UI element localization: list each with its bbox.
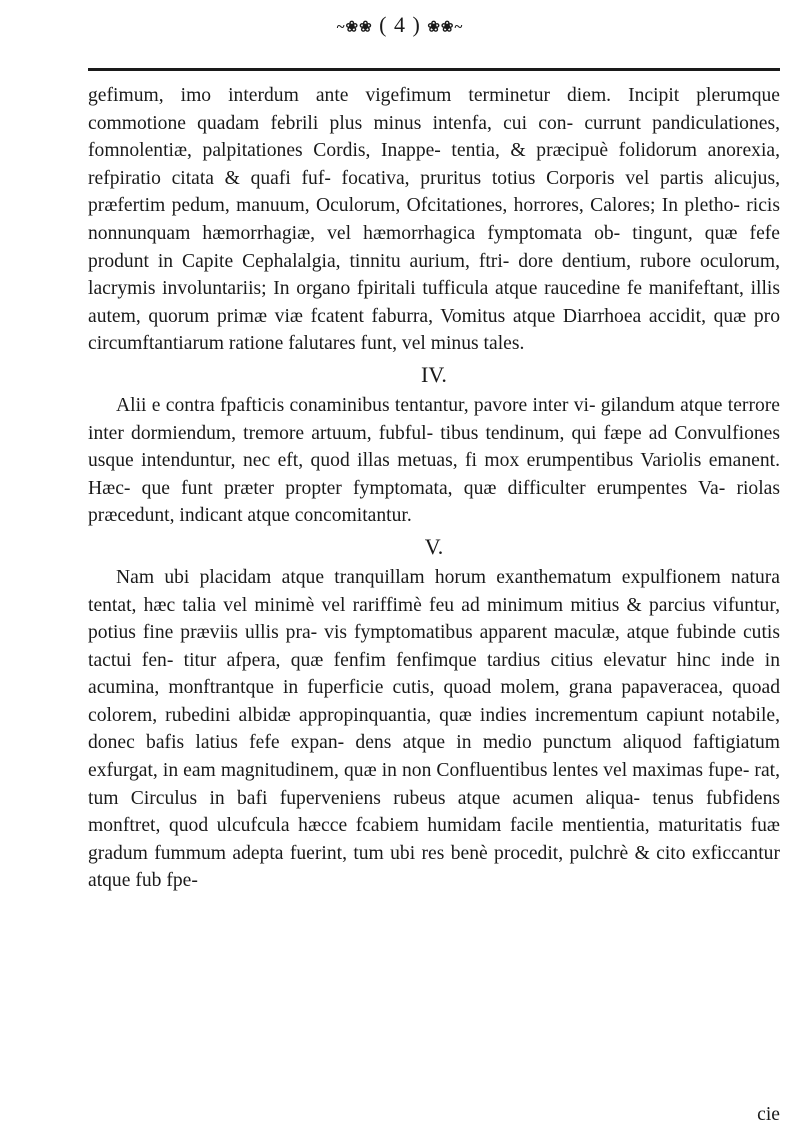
paragraph-1: gefimum, imo interdum ante vigefimum terminetur diem. Incipit plerumque commotione quadam febrili plus minus intenfa, cui con- currunt pandiculationes, fomnolentiæ, palpitationes Cordis, Inappe- tentia, & præcipuè folidorum anorexia, refpiratio citata & quafi fuf- focativa, pruritus totius Corporis vel partis alicujus, præfertim pedum, manuum, Oculorum, Ofcitationes, horrores, Calores; In pletho- ricis nonnunquam hæmorrhagiæ, vel hæmorrhagica fymptomata ob- tingunt, quæ fefe produnt in Capite Cephalalgia, tinnitu aurium, ftri- dore dentium, rubore oculorum, lacrymis involuntariis; In organo fpiritali tufficula atque raucedine fe manifeftant, illis autem, quorum primæ viæ fcatent faburra, Vomitus atque Diarrhoea accidit, quæ pro circumftantiarum ratione falutares funt, vel minus tales. [88, 85, 780, 355]
body-text [88, 82, 780, 895]
section-number-v: V. [424, 533, 444, 559]
section-number-iv: IV. [421, 361, 447, 387]
left-ornament: ~❀❀ [336, 19, 373, 36]
page-number: ( 4 ) [379, 12, 421, 37]
right-ornament: ❀❀~ [427, 19, 464, 36]
header-rule [88, 68, 780, 71]
paragraph-3: Nam ubi placidam atque tranquillam horum exanthematum expulfionem natura tentat, hæc talia vel minimè vel rariffimè feu ad minimum mitius & parcius vifuntur, potius fine præviis ullis pra- vis fymptomatibus apparent maculæ, atque fubinde cutis tactui fen- titur afpera, quæ fenfim fenfimque tardius citius elevatur hinc inde in acumina, monftrantque in fuperficie cutis, quoad molem, grana papaveracea, quoad colorem, rubedini albidæ appropinquantia, quæ indies incrementum capiunt notabile, donec bafis latius fefe expan- dens atque in medio punctum aliquod faftigiatum exfurgat, in eam magnitudinem, quæ in non Confluentibus lentes vel maximas fupe- rat, tum Circulus in bafi fuperveniens rubeus atque acumen aliqua- tenus fubfidens monftret, quod ulcufcula hæcce fcabiem humidam facile mentientia, maturitatis fuæ gradum fummum adepta fuerint, tum ubi res benè procedit, pulchrè & cito exficcantur atque fub fpe- [88, 566, 780, 892]
page-header [0, 12, 800, 38]
catchword: cie [757, 1104, 780, 1125]
paragraph-2: Alii e contra fpafticis conaminibus tentantur, pavore inter vi- gilandum atque terrore inter dormiendum, tremore artuum, fubful- tibus tendinum, qui fæpe ad Convulfiones usque intenduntur, nec eft, quod illas metuas, fi mox erumpentibus Variolis emanent. Hæc- que funt præter propter fymptomata, quæ difficulter erumpentes Va- riolas præcedunt, indicant atque concomitantur. [88, 394, 780, 527]
